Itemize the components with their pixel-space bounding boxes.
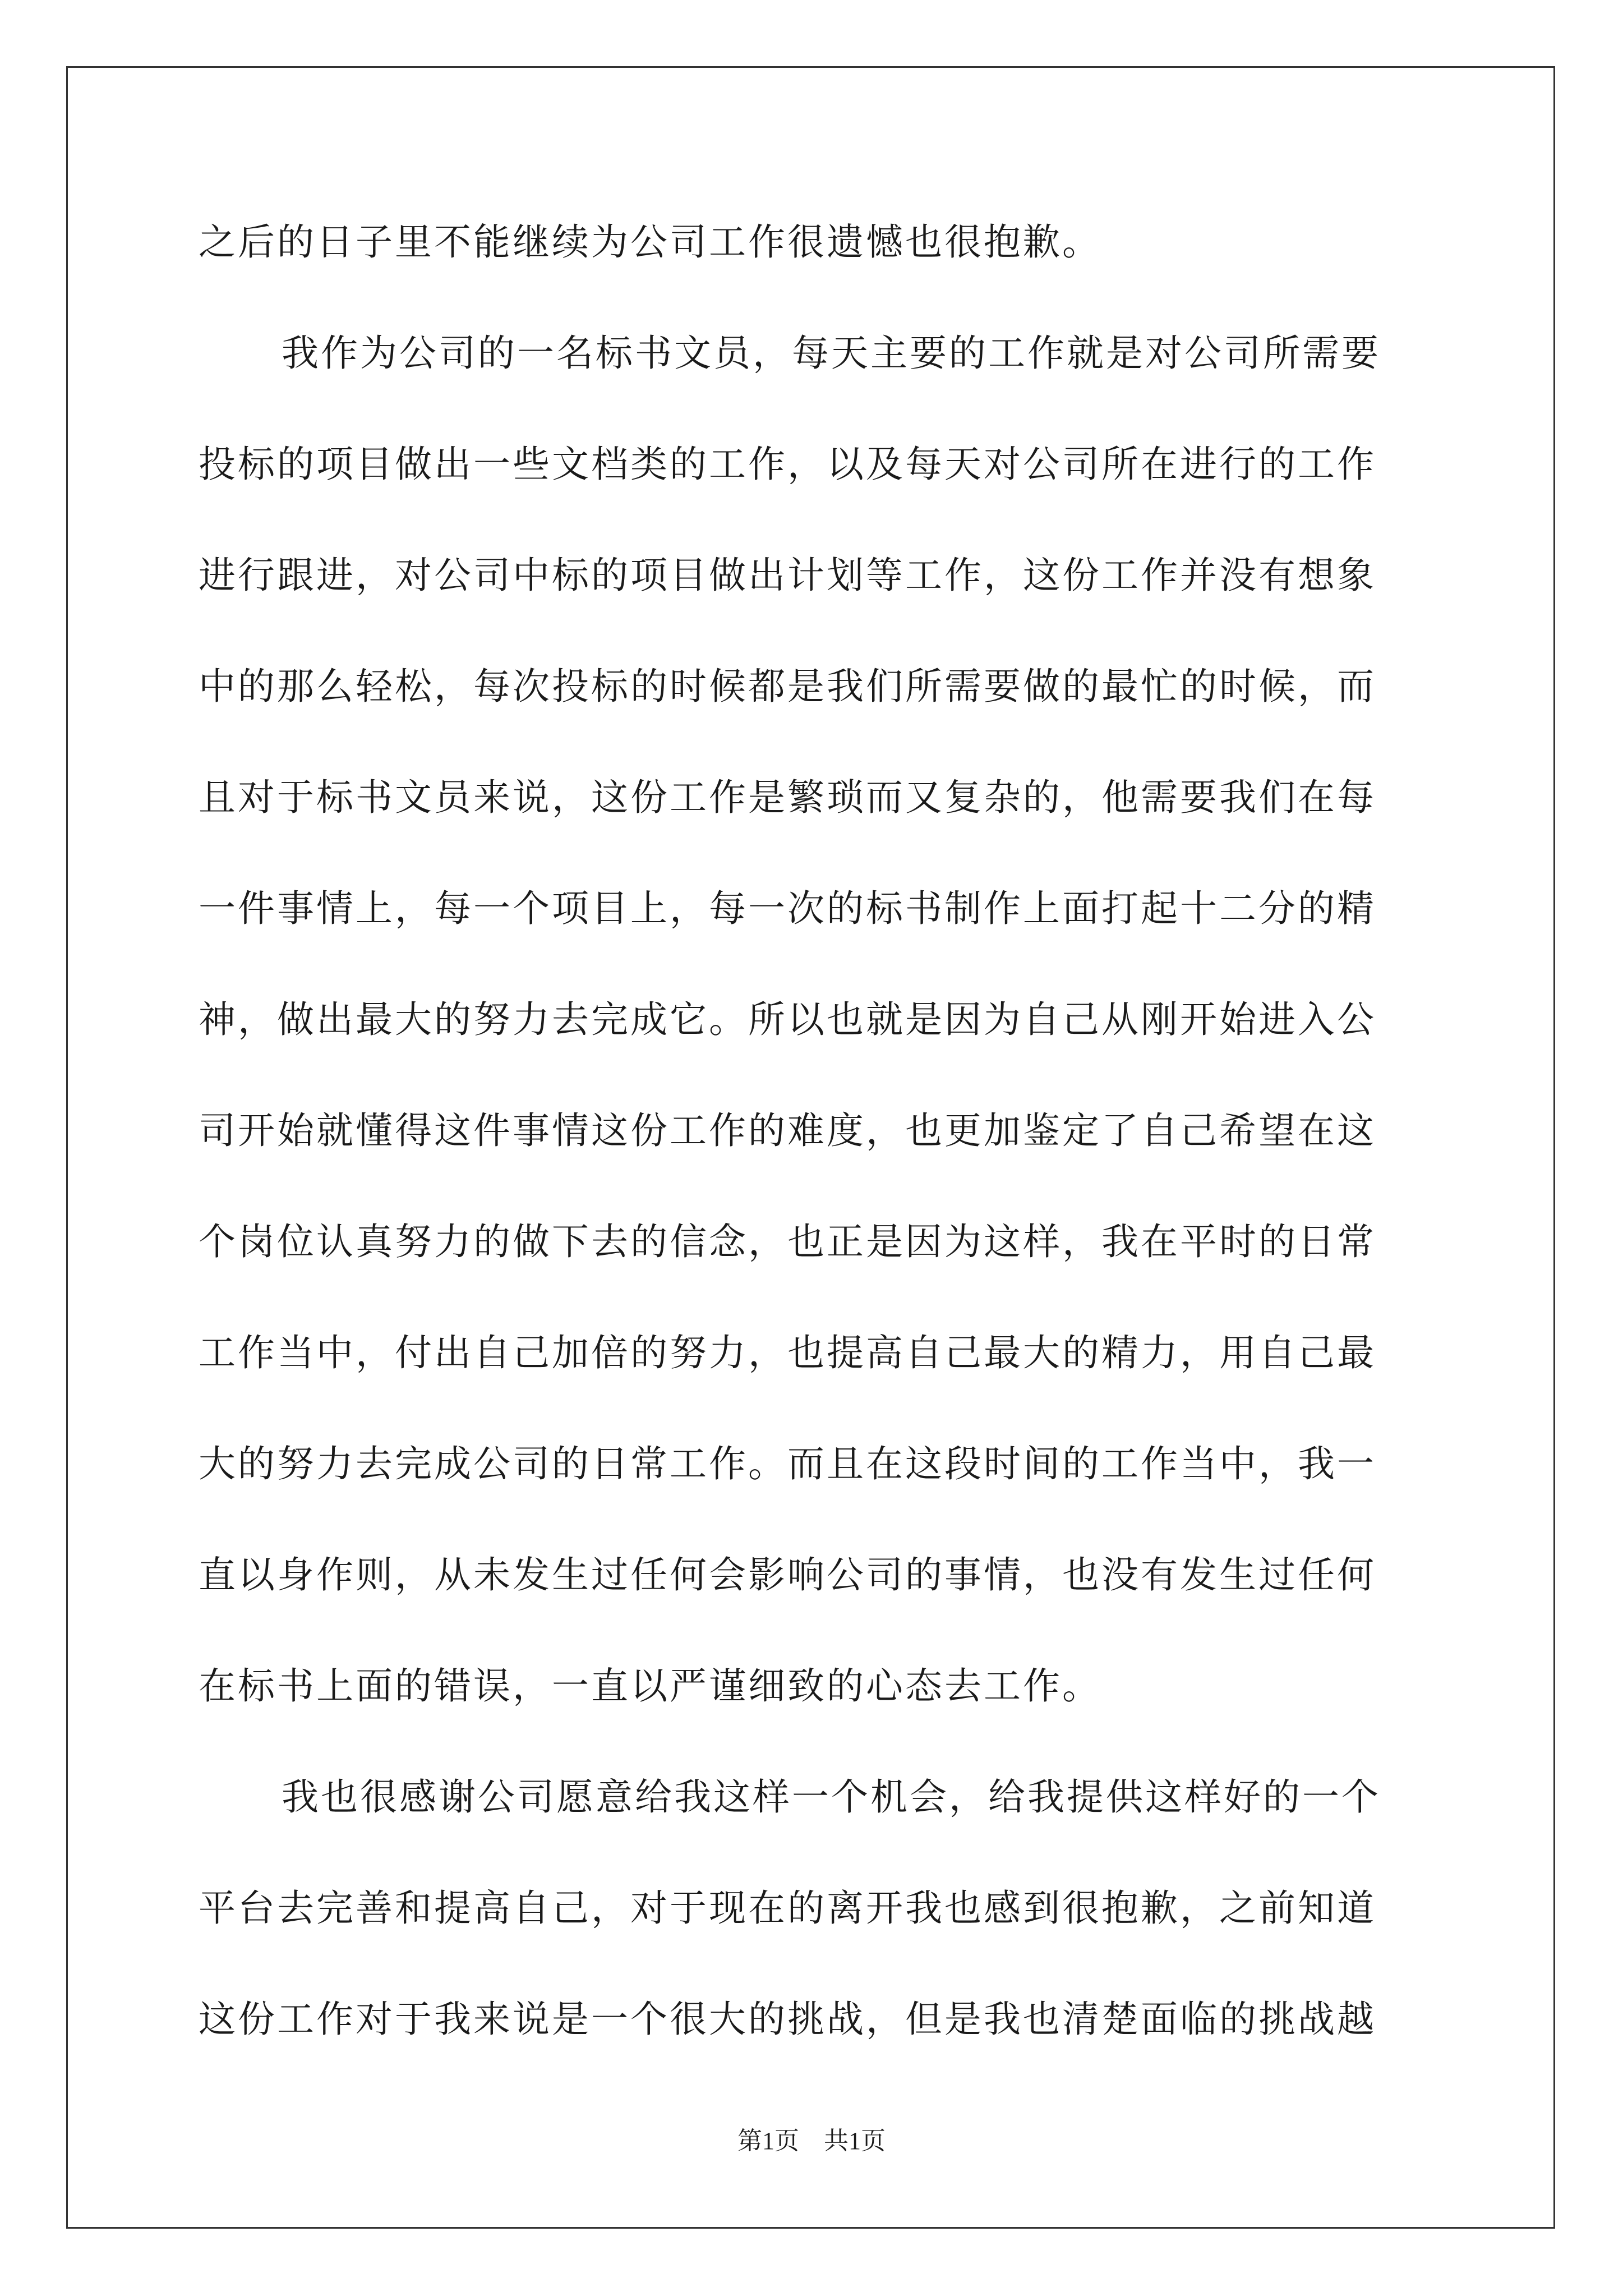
paragraph-2-line-10: 工作当中，付出自己加倍的努力，也提高自己最大的精力，用自己最 xyxy=(199,1331,1376,1374)
paragraph-2-line-2: 投标的项目做出一些文档类的工作，以及每天对公司所在进行的工作 xyxy=(199,443,1376,486)
paragraph-2-line-1: 我作为公司的一名标书文员，每天主要的工作就是对公司所需要 xyxy=(282,332,1381,375)
paragraph-2-line-12: 直以身作则，从未发生过任何会影响公司的事情，也没有发生过任何 xyxy=(199,1553,1376,1596)
paragraph-3-line-2: 平台去完善和提高自己，对于现在的离开我也感到很抱歉，之前知道 xyxy=(199,1887,1376,1930)
paragraph-2-line-5: 且对于标书文员来说，这份工作是繁琐而又复杂的，他需要我们在每 xyxy=(199,776,1376,819)
paragraph-2-line-6: 一件事情上，每一个项目上，每一次的标书制作上面打起十二分的精 xyxy=(199,887,1376,930)
paragraph-2-line-3: 进行跟进，对公司中标的项目做出计划等工作，这份工作并没有想象 xyxy=(199,554,1376,597)
document-body xyxy=(199,203,1432,2091)
paragraph-1-line-1: 之后的日子里不能继续为公司工作很遗憾也很抱歉。 xyxy=(199,220,1101,264)
paragraph-2-line-4: 中的那么轻松，每次投标的时候都是我们所需要做的最忙的时候，而 xyxy=(199,665,1376,708)
paragraph-3-line-3: 这份工作对于我来说是一个很大的挑战，但是我也清楚面临的挑战越 xyxy=(199,1998,1376,2041)
paragraph-2-line-7: 神，做出最大的努力去完成它。所以也就是因为自己从刚开始进入公 xyxy=(199,998,1376,1041)
paragraph-2-line-11: 大的努力去完成公司的日常工作。而且在这段时间的工作当中，我一 xyxy=(199,1442,1376,1485)
page-number-label: 第1页 共1页 xyxy=(737,2127,886,2155)
paragraph-2-line-8: 司开始就懂得这件事情这份工作的难度，也更加鉴定了自己希望在这 xyxy=(199,1109,1376,1152)
paragraph-2-line-9: 个岗位认真努力的做下去的信念，也正是因为这样，我在平时的日常 xyxy=(199,1220,1376,1263)
paragraph-2-line-13: 在标书上面的错误，一直以严谨细致的心态去工作。 xyxy=(199,1664,1101,1708)
page-footer xyxy=(0,2120,1623,2156)
paragraph-3-line-1: 我也很感谢公司愿意给我这样一个机会，给我提供这样好的一个 xyxy=(282,1775,1381,1819)
